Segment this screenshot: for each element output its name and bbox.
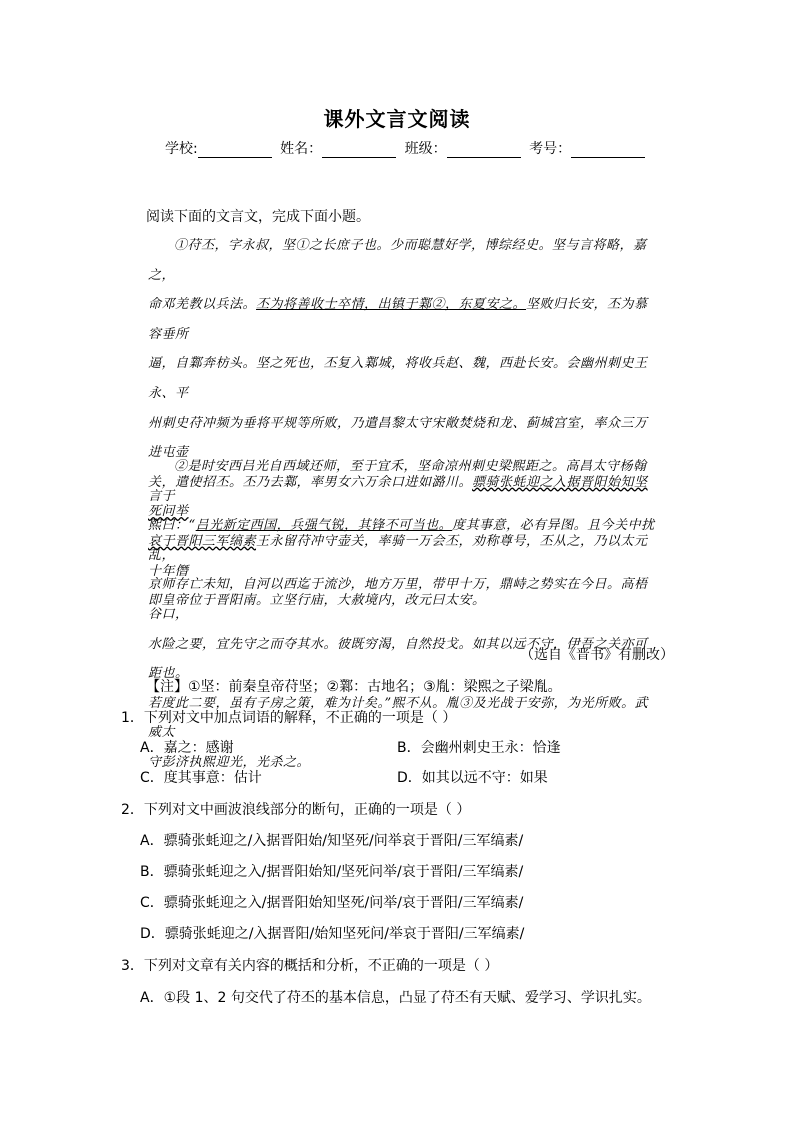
- question-1-option-d[interactable]: D．如其以远不守：如果: [397, 770, 548, 786]
- passage-line: ①苻丕，字永叔，坚①之长庶子也。少而聪慧好学，博综经史。坚与言将略，嘉之，: [148, 238, 647, 283]
- passage-line: 熙曰：“吕光新定西国，兵强气锐，其锋不可当也。度其事意，必有异图。且今关中扰乱，: [148, 518, 655, 563]
- question-1-option-b[interactable]: B．会幽州刺史王永：恰逢: [397, 740, 561, 756]
- question-2-option-c[interactable]: C．骠骑张蚝迎之入/据晋阳始知坚死/问举/哀于晋阳/三军缟素/: [140, 895, 524, 911]
- name-label: 姓名：: [280, 141, 323, 157]
- source-citation: （选自《晋书》有删改）: [520, 647, 674, 663]
- wavy-underlined-text: 哀于晋阳三军缟素: [148, 533, 257, 549]
- passage-paragraph-2: [148, 452, 658, 778]
- number-field[interactable]: [571, 143, 645, 158]
- name-field[interactable]: [322, 143, 396, 158]
- school-label: 学校:: [165, 141, 198, 157]
- class-field[interactable]: [447, 143, 521, 158]
- number-label: 考号：: [529, 141, 572, 157]
- passage-line: 哀于晋阳三军缟素王永留苻冲守壶关，率骑一万会丕，劝称尊号，丕从之，乃以太元十年僭: [148, 533, 648, 579]
- school-field[interactable]: [198, 143, 272, 158]
- question-1-option-a[interactable]: A．嘉之：感谢: [140, 740, 234, 756]
- passage-line: 京师存亡未知，自河以西迄于流沙，地方万里，带甲十万，鼎峙之势实在今日。高梧谷口，: [148, 577, 648, 622]
- passage-line: 即皇帝位于晋阳南。立坚行庙，大赦境内，改元曰太安。: [148, 593, 486, 609]
- underlined-text: 吕光新定西国，兵强气锐，其锋不可当也。: [195, 518, 453, 534]
- passage-line: 若度此二要，虽有子房之策，难为计矣。”熙不从。胤③及光战于安弥，为光所败。武威太: [148, 695, 649, 741]
- question-2-option-a[interactable]: A．骠骑张蚝迎之/入据晋阳始/知坚死/问举哀于晋阳/三军缟素/: [140, 833, 524, 849]
- passage-line: 逼，自鄴奔枋头。坚之死也，丕复入鄴城，将收兵赵、魏，西赴长安。会幽州刺史王永、平: [148, 356, 648, 401]
- student-info-line: [165, 138, 649, 158]
- question-1-stem: 1．下列对文中加点词语的解释，不正确的一项是（ ）: [121, 710, 457, 726]
- question-3-option-a[interactable]: A．①段 1、2 句交代了苻丕的基本信息，凸显了苻丕有天赋、爱学习、学识扎实。: [140, 990, 651, 1006]
- question-2-option-d[interactable]: D．骠骑张蚝迎之/入据晋阳/始知坚死问/举哀于晋阳/三军缟素/: [140, 926, 525, 942]
- annotation-note: 【注】①坚：前秦皇帝苻坚；②鄴：古地名；③胤：梁熙之子梁胤。: [146, 679, 562, 695]
- passage-line: 关，遣使招丕。丕乃去鄴，率男女六万余口进如潞川。骠骑张蚝迎之入据晋阳始知坚死问举: [148, 474, 648, 520]
- passage-line: 命邓羌教以兵法。丕为将善收士卒情，出镇于鄴②，东夏安之。坚败归长安，丕为慕容垂所: [148, 297, 648, 342]
- passage-line: 水险之要，宜先守之而夺其水。彼既穷渴，自然投戈。如其以远不守，伊吾之关亦可距也。: [148, 636, 648, 682]
- question-2-option-b[interactable]: B．骠骑张蚝迎之入/据晋阳始知/坚死问举/哀于晋阳/三军缟素/: [140, 864, 524, 880]
- passage-line: 州刺史苻冲频为垂将平规等所败，乃遣昌黎太守宋敞焚烧和龙、蓟城宫室，率众三万进屯壶: [148, 415, 648, 461]
- underlined-text: 丕为将善收士卒情，出镇于鄴②，东夏安之。: [256, 297, 527, 313]
- page-title: 课外文言文阅读: [323, 107, 471, 131]
- question-1-option-c[interactable]: C．度其事意：估计: [140, 770, 262, 786]
- question-3-stem: 3．下列对文章有关内容的概括和分析，不正确的一项是（ ）: [121, 958, 499, 974]
- passage-line: ②是时安西吕光自西域还师，至于宜禾，坚命凉州刺史梁熙距之。高昌太守杨翰言于: [148, 459, 647, 504]
- passage-line: 守彭济执熙迎光，光杀之。: [148, 754, 311, 770]
- question-2-stem: 2．下列对文中画波浪线部分的断句，正确的一项是（ ）: [121, 802, 471, 818]
- class-label: 班级：: [404, 141, 447, 157]
- wavy-underlined-text: 骠骑张蚝迎之入据晋阳始知坚死问举: [148, 474, 648, 520]
- instruction: 阅读下面的文言文，完成下面小题。: [146, 209, 370, 225]
